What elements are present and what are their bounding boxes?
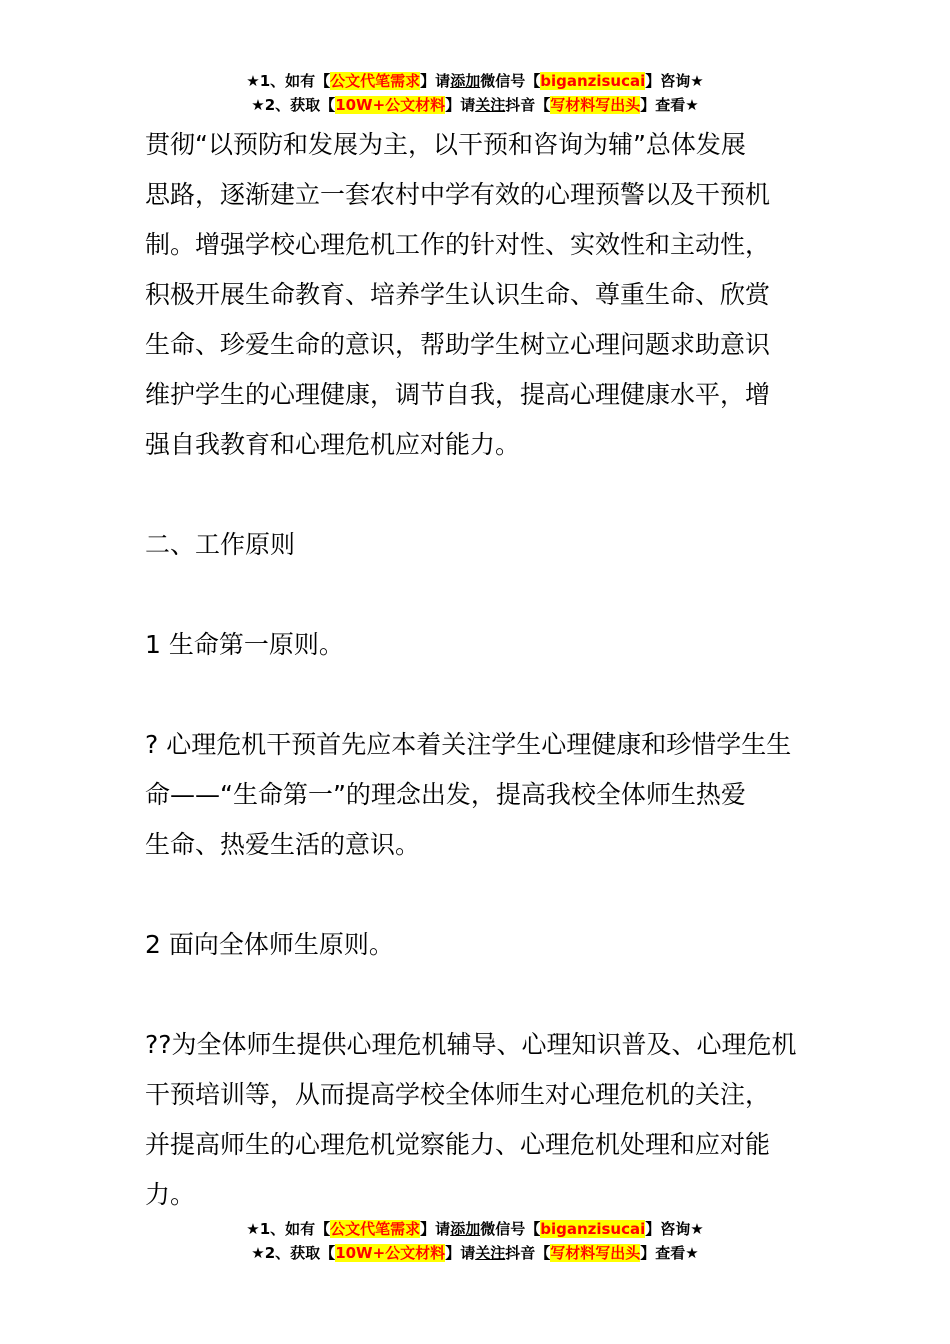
text-line: 干预培训等，从而提高学校全体师生对心理危机的关注， [145,1080,771,1109]
banner-line-1 [0,69,950,93]
text-line: 生命、热爱生活的意识。 [145,830,421,859]
top-banner [0,69,950,117]
text-line: 力。 [145,1180,196,1209]
blank-line [145,570,810,620]
text-line: 制。增强学校心理危机工作的针对性、实效性和主动性， [145,230,771,259]
banner-highlight: 写材料写出头 [550,96,641,114]
text-line: ??为全体师生提供心理危机辅导、心理知识普及、心理危机 [145,1030,797,1059]
text-line: 生命、珍爱生命的意识，帮助学生树立心理问题求助意识 [145,330,771,359]
text-line: 并提高师生的心理危机觉察能力、心理危机处理和应对能 [145,1130,771,1159]
blank-line [145,470,810,520]
banner-text: 微信号【 [480,72,541,90]
banner-highlight: 10W+公文材料 [335,1244,446,1262]
banner-underlined: 添加 [450,1220,481,1238]
banner-text: 】咨询★ [645,1220,704,1238]
text-line: 强自我教育和心理危机应对能力。 [145,430,521,459]
banner-highlight: 写材料写出头 [550,1244,641,1262]
banner-text: 】请 [445,1244,476,1262]
banner-text: 抖音【 [505,96,551,114]
document-body [145,120,810,1220]
bottom-banner [0,1217,950,1265]
blank-line [145,670,810,720]
text-line: 思路，逐渐建立一套农村中学有效的心理预警以及干预机 [145,180,771,209]
banner-line-1 [0,1217,950,1241]
banner-text: ★2、获取【 [251,96,336,114]
item-title: 1 生命第一原则。 [145,630,344,659]
banner-text: ★1、如有【 [246,72,331,90]
paragraph-purpose [145,120,810,470]
banner-line-2 [0,1241,950,1265]
text-line: 维护学生的心理健康，调节自我，提高心理健康水平，增 [145,380,771,409]
banner-text: 抖音【 [505,1244,551,1262]
section-heading: 二、工作原则 [145,530,296,559]
text-line: ? 心理危机干预首先应本着关注学生心理健康和珍惜学生生 [145,730,792,759]
banner-text: 】查看★ [640,96,699,114]
banner-text: 】请 [445,96,476,114]
banner-text: 】请 [420,72,451,90]
text-line: 命——“生命第一”的理念出发，提高我校全体师生热爱 [145,780,746,809]
banner-text: ★2、获取【 [251,1244,336,1262]
banner-highlight: biganzisucai [540,72,646,90]
banner-line-2 [0,93,950,117]
banner-text: 微信号【 [480,1220,541,1238]
paragraph-item2 [145,1020,810,1220]
banner-highlight: 10W+公文材料 [335,96,446,114]
text-line: 积极开展生命教育、培养学生认识生命、尊重生命、欣赏 [145,280,771,309]
text-line: 贯彻“以预防和发展为主，以干预和咨询为辅”总体发展 [145,130,746,159]
banner-underlined: 关注 [475,1244,506,1262]
blank-line [145,970,810,1020]
blank-line [145,870,810,920]
banner-text: ★1、如有【 [246,1220,331,1238]
banner-text: 】请 [420,1220,451,1238]
banner-highlight: 公文代笔需求 [330,1220,421,1238]
banner-highlight: 公文代笔需求 [330,72,421,90]
banner-underlined: 关注 [475,96,506,114]
item-title: 2 面向全体师生原则。 [145,930,394,959]
banner-text: 】查看★ [640,1244,699,1262]
paragraph-item1 [145,720,810,870]
banner-text: 】咨询★ [645,72,704,90]
banner-highlight: biganzisucai [540,1220,646,1238]
banner-underlined: 添加 [450,72,481,90]
